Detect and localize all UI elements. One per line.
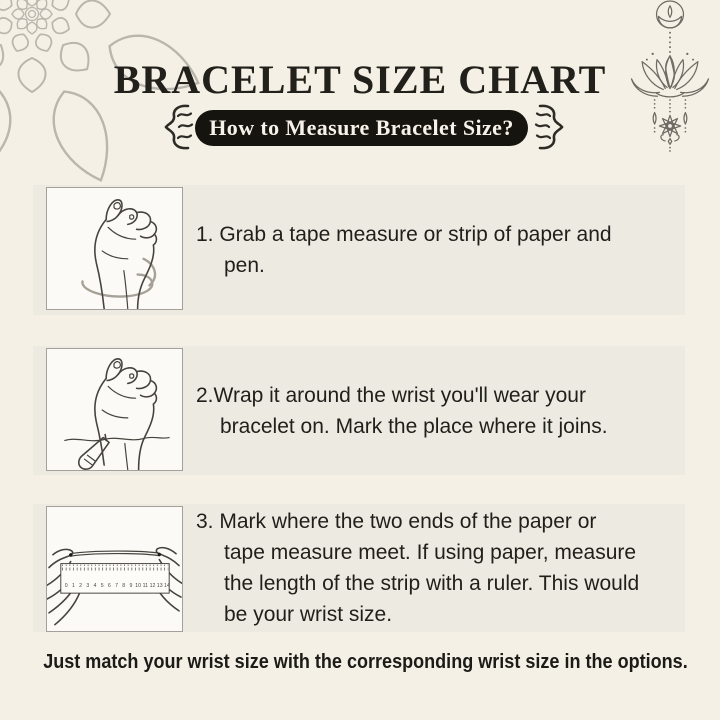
step3-illustration [46, 506, 183, 632]
ruler-number: 9 [129, 583, 133, 590]
step-line: bracelet on. Mark the place where it joins. [220, 414, 608, 438]
step-line: pen. [224, 254, 265, 277]
step3-text [196, 504, 639, 632]
page-title: BRACELET SIZE CHART [113, 57, 607, 102]
step-line: the length of the strip with a ruler. This would [224, 572, 640, 595]
footer-note: Just match your wrist size with the corresponding wrist size in the options. [43, 650, 688, 673]
flourish-left-icon [158, 103, 194, 151]
ruler-number: 7 [115, 583, 119, 590]
ruler-number: 6 [107, 583, 111, 590]
ruler-number: 2 [79, 583, 83, 590]
step-line: tape measure meet. If using paper, measure [224, 541, 637, 564]
ruler-number: 3 [86, 583, 90, 590]
step-line: 2.Wrap it around the wrist you'll wear your [196, 383, 586, 407]
hands-holding-strip-over-ruler-icon [47, 507, 182, 631]
step-panel-1 [33, 185, 685, 315]
step2-text [196, 346, 608, 485]
ruler-number: 1 [71, 583, 75, 590]
step1-illustration [46, 187, 183, 310]
ruler-number: 5 [100, 583, 104, 590]
ruler-number: 8 [122, 583, 126, 590]
ruler-number: 0 [64, 583, 68, 590]
step2-illustration [46, 348, 183, 471]
how-to-measure-badge: How to Measure Bracelet Size? [195, 110, 528, 146]
step1-text [196, 185, 612, 315]
step-panel-2 [33, 346, 685, 475]
step-line: be your wrist size. [224, 603, 393, 626]
ruler-number: 14 [164, 583, 170, 590]
flourish-right-icon [534, 103, 570, 151]
step-line: 3. Mark where the two ends of the paper or [196, 510, 597, 533]
step-panel-3 [33, 504, 685, 632]
ruler-number: 13 [156, 583, 163, 590]
hand-marking-wrist-with-pen-icon [47, 349, 182, 470]
ruler-number: 11 [142, 583, 149, 590]
ruler-number: 12 [149, 583, 156, 590]
step-line: 1. Grab a tape measure or strip of paper and [196, 223, 612, 246]
ruler-number: 10 [135, 583, 142, 590]
ruler-number: 4 [93, 583, 97, 590]
hand-with-tape-measure-icon [47, 188, 182, 309]
